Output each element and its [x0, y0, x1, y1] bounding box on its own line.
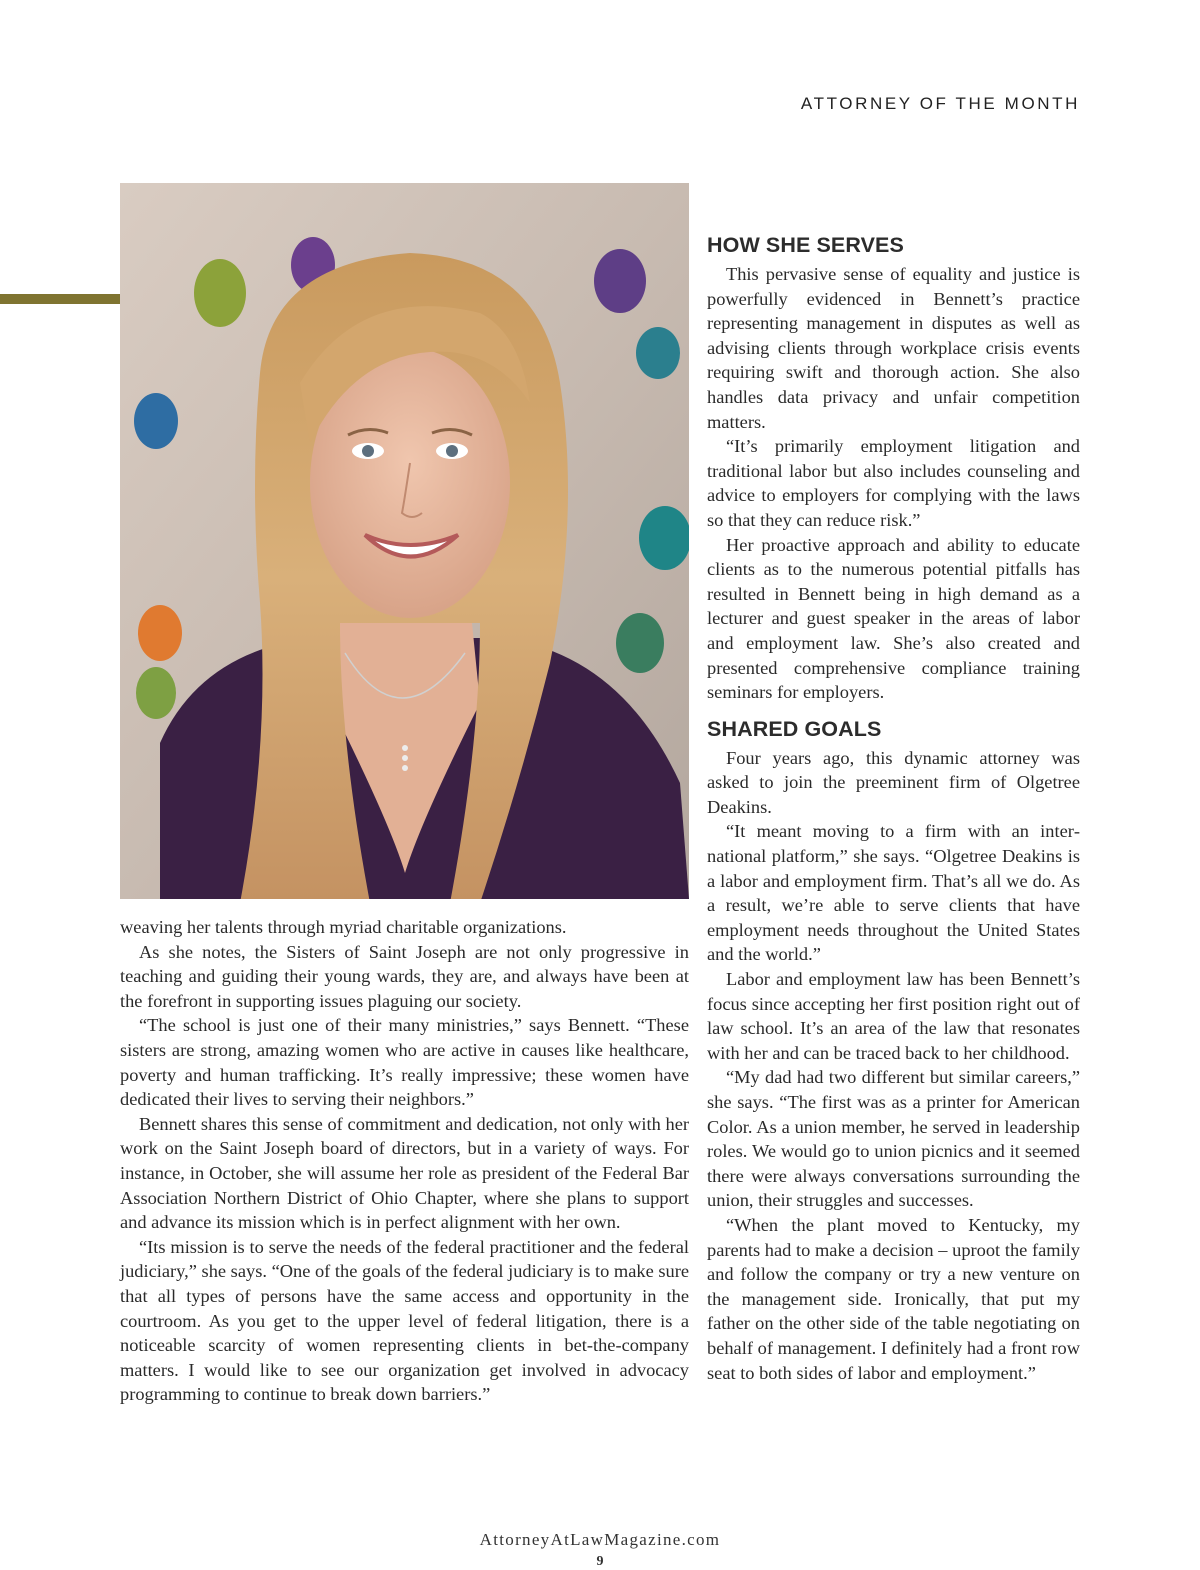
right-paragraph: Four years ago, this dynamic attorney was asked to join the preeminent firm of Olgetree Deakins. [707, 747, 1080, 817]
right-paragraph: “When the plant moved to Kentucky, my parents had to make a decision – uproot the family and follow the company or try a new venture on the management side. Ironically, that put my father on the other side of the table negotiating on behalf of management. I definitely had a front row seat to both sides of labor and employment.” [707, 1214, 1080, 1383]
left-column [120, 915, 689, 1407]
left-paragraph: As she notes, the Sisters of Saint Joseph are not only progressive in teaching and guiding their young wards, they are, and always have been at the forefront in supporting issues plaguing our society. [120, 941, 689, 1011]
left-paragraph: “The school is just one of their many ministries,” says Bennett. “These sisters are strong, amazing women who are active in causes like healthcare, poverty and human trafficking. It’s really impressive; these women have dedicated their lives to serving their neighbors.” [120, 1015, 689, 1110]
page-number: 9 [596, 1554, 604, 1569]
portrait-photo-illustration [120, 183, 689, 899]
left-paragraph: “Its mission is to serve the needs of the federal practitioner and the federal judiciary,” she says. “One of the goals of the federal judiciary is to make sure that all types of persons have the same access and opportunity in the courtroom. As you get to the upper level of federal litigation, there is a noticeable scarcity of women representing clients in bet-the-company matters. I would like to see our organization get involved in advocacy programming to continue to break down barriers.” [120, 1236, 689, 1405]
right-paragraph: Her proactive approach and ability to educate clients as to the numerous potential pitfalls has resulted in Bennett being in high demand as a lecturer and guest speaker in the areas of labor and employment law. She’s also created and presented comprehensive compliance training seminars for employers. [707, 534, 1080, 703]
accent-rule [0, 294, 121, 304]
right-paragraph: “It’s primarily employment litigation and traditional labor but also includes counseling and advice to employers for complying with the laws so that they can reduce risk.” [707, 436, 1080, 530]
left-paragraph: Bennett shares this sense of commitment and dedication, not only with her work on the Saint Joseph board of directors, but in a variety of ways. For instance, in October, she will assume her role as president of the Federal Bar Association Northern District of Ohio Chapter, where she plans to support and advance its mission which is in perfect alignment with her own. [120, 1113, 689, 1233]
portrait-photo [120, 183, 689, 899]
section-heading-shared-goals: SHARED GOALS [707, 716, 882, 741]
right-paragraph: “My dad had two different but similar careers,” she says. “The first was as a printer for American Color. As a union member, he served in leadership roles. We would go to union picnics and it seemed there were always conversations surrounding the union, their struggles and successes. [707, 1067, 1080, 1211]
right-paragraph: This pervasive sense of equality and justice is powerfully evidenced in Bennett’s practice representing management in disputes as well as advising clients through workplace crisis events requiring swift and thorough action. She also handles data privacy and unfair competition matters. [707, 264, 1080, 432]
right-column [707, 231, 1080, 1385]
section-label: ATTORNEY OF THE MONTH [800, 94, 1080, 113]
right-paragraph: “It meant moving to a firm with an international platform,” she says. “Olgetree Deakins is a labor and employment firm. That’s all we do. As a result, we’re able to serve clients that have employment needs throughout the United States and the world.” [707, 821, 1080, 965]
section-heading-how-she-serves: HOW SHE SERVES [707, 233, 904, 257]
left-paragraph: weaving her talents through myriad charitable organizations. [120, 917, 567, 937]
footer-site: AttorneyAtLawMagazine.com [479, 1530, 721, 1549]
right-paragraph: Labor and employment law has been Bennett’s focus since accepting her first position right out of law school. It’s an area of the law that resonates with her and can be traced back to her childhood. [707, 969, 1080, 1063]
